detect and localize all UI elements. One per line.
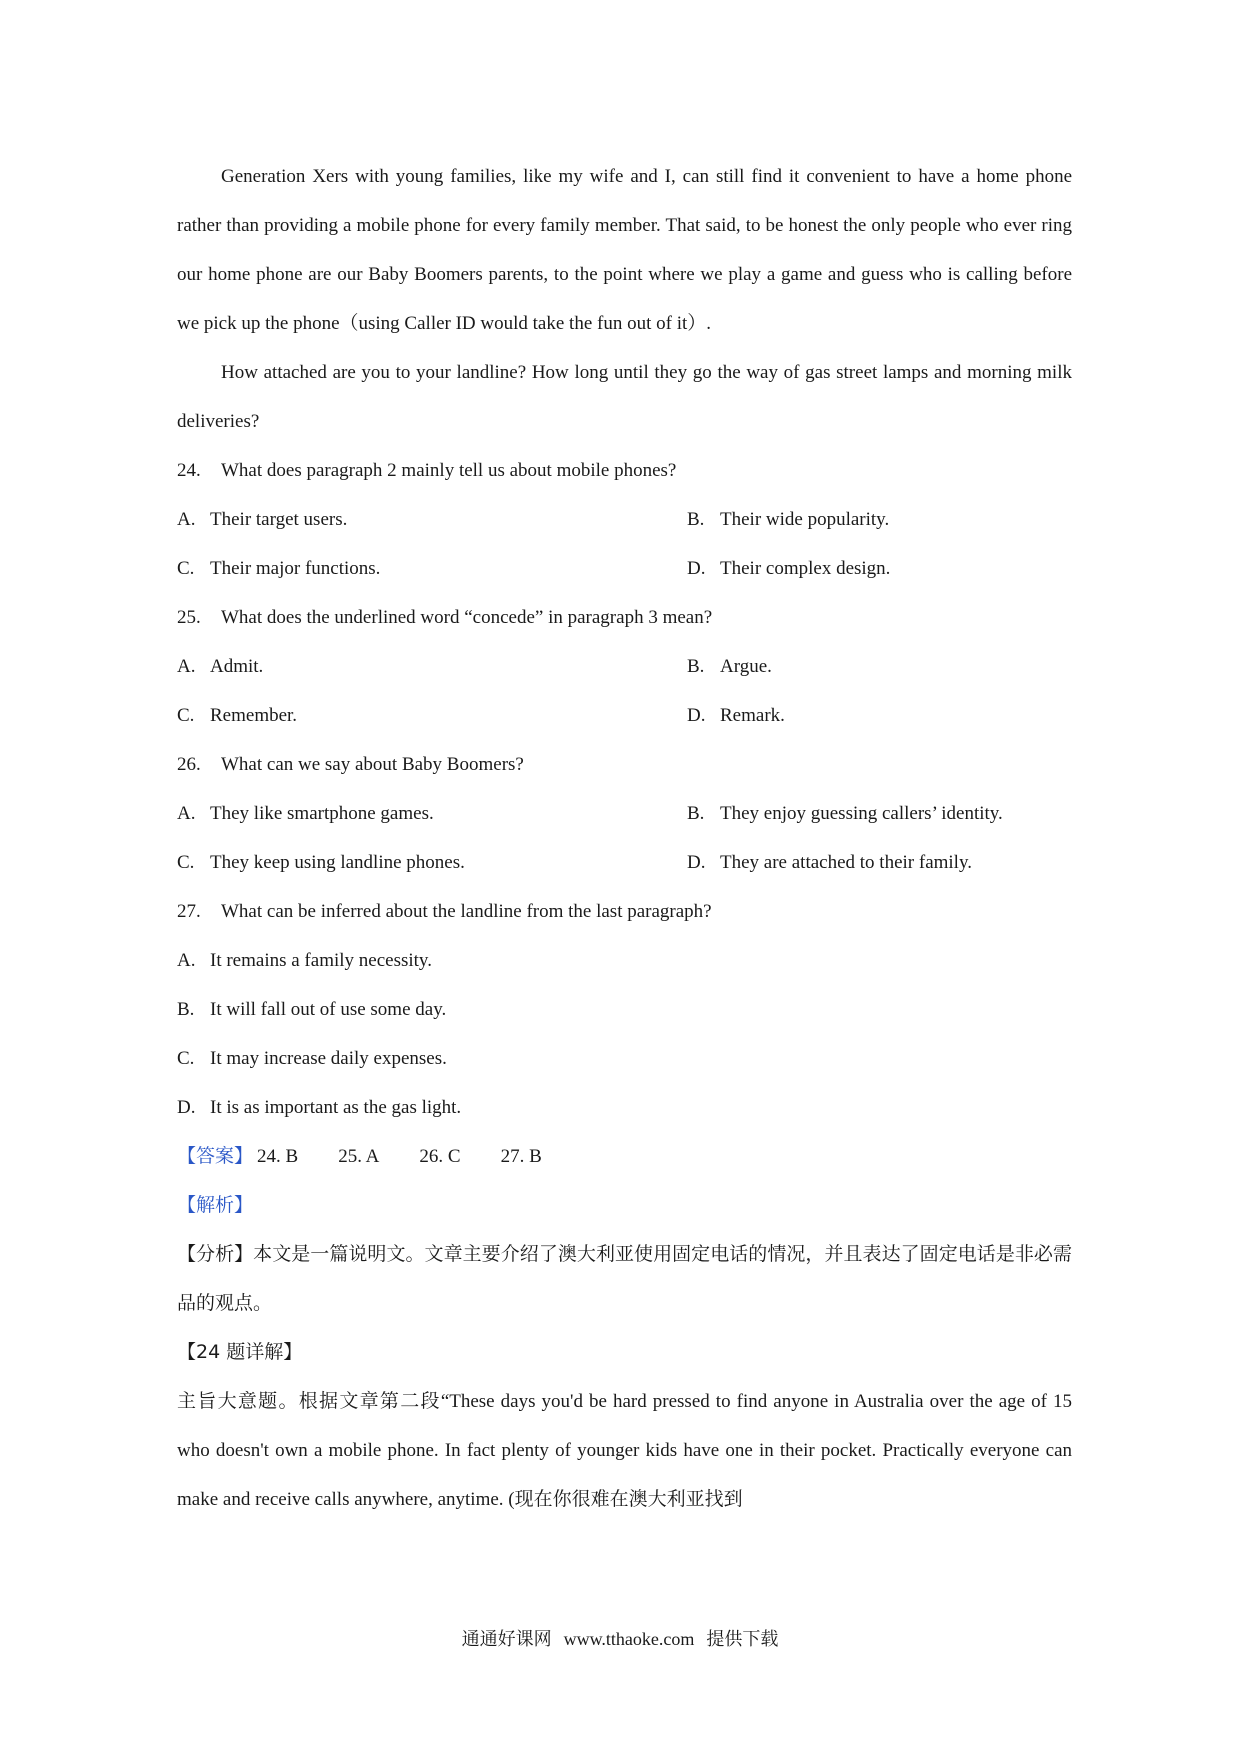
option-c: C. They keep using landline phones. — [177, 852, 465, 873]
analysis-heading — [177, 1181, 1072, 1230]
option-row — [177, 1034, 1072, 1083]
option-row — [177, 691, 1072, 740]
analysis-summary — [177, 1230, 1072, 1328]
option-a: A. Their target users. — [177, 509, 348, 530]
option-d: D. Remark. — [687, 705, 785, 726]
question-26 — [177, 740, 1072, 789]
question-number: 26. — [177, 754, 201, 775]
option-row — [177, 838, 1072, 887]
passage-paragraph-1: Generation Xers with young families, like my wife and I, can still find it convenient to have a home phone rather than providing a mobile phone for every family member. That said, to be honest the only people who ever ring our home phone are our Baby Boomers parents, to the point where we play a game and guess who is calling before we pick up the phone（using Caller ID would take the fun out of it）. — [177, 166, 1072, 334]
option-row — [177, 642, 1072, 691]
option-row — [177, 985, 1072, 1034]
detail-label: 【24 题详解】 — [177, 1341, 303, 1363]
question-number: 24. — [177, 460, 201, 481]
option-a: A. They like smartphone games. — [177, 803, 434, 824]
option-row — [177, 789, 1072, 838]
option-row — [177, 1083, 1072, 1132]
footer-site-name: 通通好课网 — [461, 1629, 552, 1650]
option-row — [177, 936, 1072, 985]
option-b: B. It will fall out of use some day. — [177, 999, 447, 1020]
question-stem: What can we say about Baby Boomers? — [221, 754, 524, 775]
question-stem: What can be inferred about the landline from the last paragraph? — [221, 901, 712, 922]
footer-url[interactable]: www.tthaoke.com — [563, 1629, 695, 1649]
answer-item: 25. A — [338, 1146, 380, 1167]
option-d: D. It is as important as the gas light. — [177, 1097, 462, 1118]
option-c: C. Remember. — [177, 705, 298, 726]
document-page — [177, 152, 1072, 1524]
analysis-label: 【解析】 — [177, 1194, 254, 1216]
summary-label: 【分析】 — [177, 1243, 254, 1265]
option-a: A. Admit. — [177, 656, 264, 677]
option-c: C. It may increase daily expenses. — [177, 1048, 447, 1069]
option-d: D. Their complex design. — [687, 558, 891, 579]
answer-key — [177, 1132, 1072, 1181]
question-number: 27. — [177, 901, 201, 922]
answer-label: 【答案】 — [177, 1145, 254, 1167]
option-row — [177, 544, 1072, 593]
answer-item: 26. C — [419, 1146, 461, 1167]
question-number: 25. — [177, 607, 201, 628]
option-a: A. It remains a family necessity. — [177, 950, 432, 971]
summary-text: 本文是一篇说明文。文章主要介绍了澳大利亚使用固定电话的情况，并且表达了固定电话是非必需品的观点。 — [177, 1243, 1072, 1314]
option-d: D. They are attached to their family. — [687, 852, 972, 873]
question-stem: What does paragraph 2 mainly tell us about mobile phones? — [221, 460, 677, 481]
question-stem: What does the underlined word “concede” in paragraph 3 mean? — [221, 607, 713, 628]
option-row — [177, 495, 1072, 544]
answer-item: 27. B — [500, 1146, 542, 1167]
option-b: B. Their wide popularity. — [687, 509, 890, 530]
page-footer — [0, 1626, 1240, 1653]
answer-item: 24. B — [257, 1146, 299, 1167]
option-b: B. Argue. — [687, 656, 772, 677]
question-24 — [177, 446, 1072, 495]
detail-text: 主旨大意题。根据文章第二段“These days you'd be hard pressed to find anyone in Australia over the age of 15 who doesn't own a mobile phone. In fact plenty of younger kids have one in their pocket. Practically everyone can make and receive calls anywhere, anytime. (现在你很难在澳大利亚找到 — [177, 1391, 1072, 1510]
passage-paragraph-2: How attached are you to your landline? How long until they go the way of gas street lamps and morning milk deliveries? — [177, 362, 1072, 432]
footer-suffix: 提供下载 — [706, 1629, 779, 1650]
question-25 — [177, 593, 1072, 642]
option-c: C. Their major functions. — [177, 558, 381, 579]
question-27 — [177, 887, 1072, 936]
detail-heading — [177, 1328, 1072, 1377]
option-b: B. They enjoy guessing callers’ identity. — [687, 803, 1003, 824]
